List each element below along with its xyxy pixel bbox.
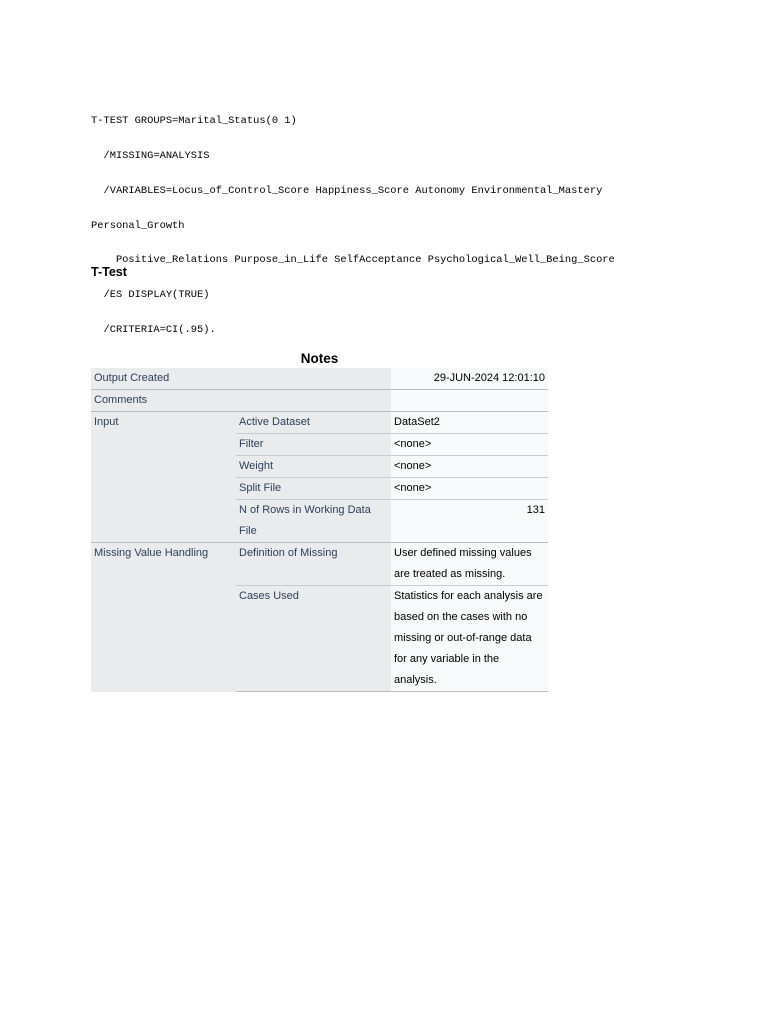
syntax-line: T-TEST GROUPS=Marital_Status(0 1) bbox=[91, 115, 297, 128]
row-subheader-weight: Weight bbox=[236, 456, 391, 478]
row-header-output-created: Output Created bbox=[91, 368, 391, 390]
n-rows-value: 131 bbox=[391, 500, 548, 543]
comments-value bbox=[391, 390, 548, 412]
row-subheader-definition-of-missing: Definition of Missing bbox=[236, 543, 391, 586]
notes-table-title: Notes bbox=[300, 351, 339, 366]
notes-table bbox=[91, 368, 548, 692]
row-subheader-split-file: Split File bbox=[236, 478, 391, 500]
syntax-line: Positive_Relations Purpose_in_Life SelfAcceptance Psychological_Well_Being_Score bbox=[91, 254, 615, 267]
table-row bbox=[91, 412, 548, 434]
table-row bbox=[91, 543, 548, 586]
split-file-value: <none> bbox=[391, 478, 548, 500]
filter-value: <none> bbox=[391, 434, 548, 456]
row-header-input: Input bbox=[91, 412, 236, 543]
output-created-value: 29-JUN-2024 12:01:10 bbox=[391, 368, 548, 390]
syntax-line: /MISSING=ANALYSIS bbox=[91, 149, 210, 162]
weight-value: <none> bbox=[391, 456, 548, 478]
row-header-comments: Comments bbox=[91, 390, 391, 412]
syntax-line: /ES DISPLAY(TRUE) bbox=[91, 289, 210, 302]
definition-of-missing-value: User defined missing values are treated as missing. bbox=[391, 543, 548, 586]
syntax-line: Personal_Growth bbox=[91, 219, 185, 232]
row-subheader-active-dataset: Active Dataset bbox=[236, 412, 391, 434]
table-row bbox=[91, 368, 548, 390]
row-subheader-n-rows: N of Rows in Working Data File bbox=[236, 500, 391, 543]
table-row bbox=[91, 390, 548, 412]
syntax-line: /CRITERIA=CI(.95). bbox=[91, 323, 216, 336]
syntax-line: /VARIABLES=Locus_of_Control_Score Happiness_Score Autonomy Environmental_Mastery bbox=[91, 184, 603, 197]
section-heading: T-Test bbox=[91, 265, 127, 279]
row-subheader-cases-used: Cases Used bbox=[236, 586, 391, 692]
row-subheader-filter: Filter bbox=[236, 434, 391, 456]
active-dataset-value: DataSet2 bbox=[391, 412, 548, 434]
cases-used-value: Statistics for each analysis are based on the cases with no missing or out-of-range data for any variable in the analysis. bbox=[391, 586, 548, 692]
syntax-block bbox=[91, 93, 615, 348]
row-header-missing-value-handling: Missing Value Handling bbox=[91, 543, 236, 692]
